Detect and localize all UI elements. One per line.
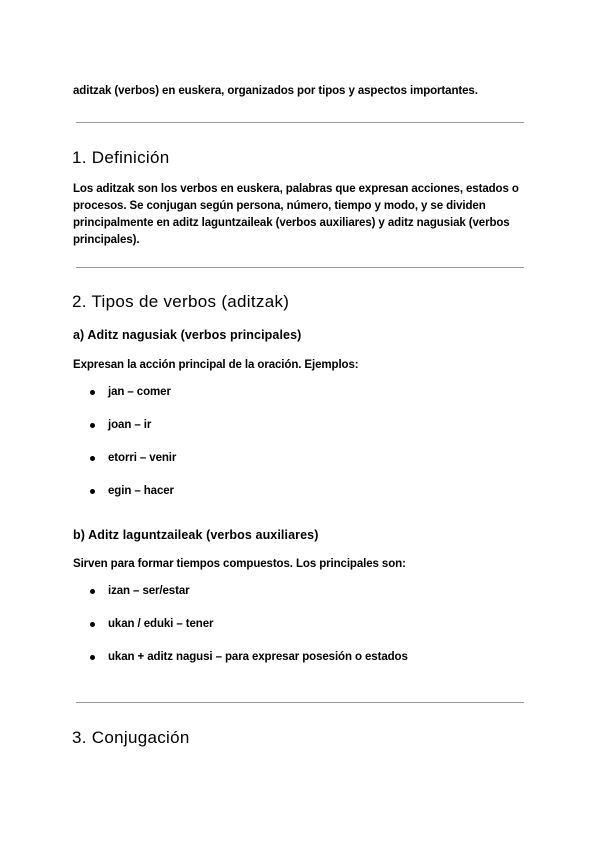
bullet-icon xyxy=(90,456,95,461)
list-item-text: jan – comer xyxy=(108,386,171,398)
section-divider xyxy=(76,122,524,123)
section-divider xyxy=(76,267,524,268)
list-item-text: ukan / eduki – tener xyxy=(108,618,214,630)
intro-paragraph: aditzak (verbos) en euskera, organizados por tipos y aspectos importantes. xyxy=(73,85,478,97)
subheading-aditz-laguntzaileak: b) Aditz laguntzaileak (verbos auxiliares) xyxy=(73,528,319,542)
heading-definicion: 1. Definición xyxy=(72,148,170,167)
list-item-text: izan – ser/estar xyxy=(108,585,190,597)
section-divider xyxy=(76,702,524,703)
list-item-text: joan – ir xyxy=(108,419,152,431)
bullet-icon xyxy=(90,390,95,395)
bullet-icon xyxy=(90,489,95,494)
list-item-text: egin – hacer xyxy=(108,485,174,497)
heading-tipos: 2. Tipos de verbos (aditzak) xyxy=(72,292,290,311)
aditz-laguntzaileak-intro: Sirven para formar tiempos compuestos. Los principales son: xyxy=(73,558,406,570)
bullet-icon xyxy=(90,622,95,627)
bullet-icon xyxy=(90,423,95,428)
heading-conjugacion: 3. Conjugación xyxy=(72,728,190,747)
bullet-icon xyxy=(90,655,95,660)
subheading-aditz-nagusiak: a) Aditz nagusiak (verbos principales) xyxy=(73,328,302,342)
aditz-nagusiak-intro: Expresan la acción principal de la oración. Ejemplos: xyxy=(73,359,359,371)
list-item-text: etorri – venir xyxy=(108,452,177,464)
definicion-paragraph: Los aditzak son los verbos en euskera, palabras que expresan acciones, estados o procesos. Se conjugan según persona, número, tiempo y modo, y se dividen principalmente en aditz laguntzaileak (verbos auxiliares) y aditz nagusiak (verbos principales). xyxy=(73,183,519,246)
bullet-icon xyxy=(90,589,95,594)
list-item-text: ukan + aditz nagusi – para expresar posesión o estados xyxy=(108,651,408,663)
